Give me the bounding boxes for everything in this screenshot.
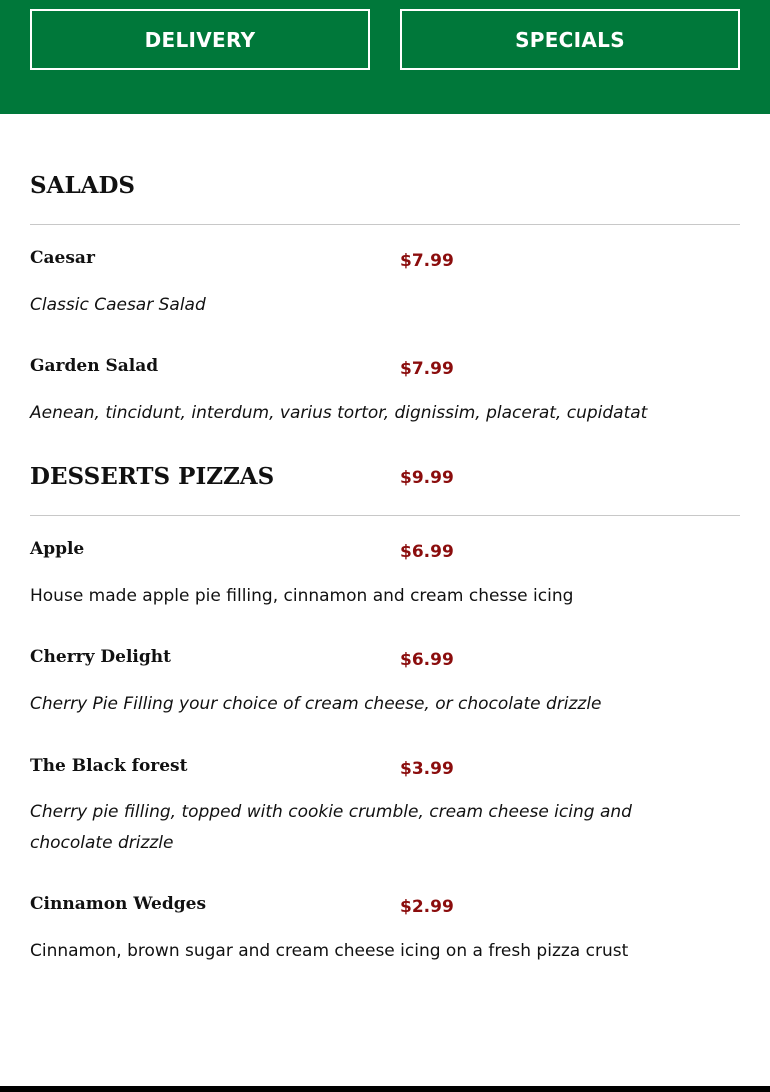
section-price: $9.99 bbox=[400, 468, 454, 488]
section-divider bbox=[30, 515, 740, 516]
menu-item-description: Cherry pie filling, topped with cookie crumble, cream cheese icing and chocolate drizzle bbox=[30, 802, 632, 853]
menu-item-name: Garden Salad bbox=[30, 356, 159, 376]
menu-item-price: $3.99 bbox=[400, 759, 454, 779]
menu-item-description: Classic Caesar Salad bbox=[30, 295, 206, 315]
menu-item-price: $6.99 bbox=[400, 650, 454, 670]
menu-item-price: $6.99 bbox=[400, 542, 454, 562]
menu-item-description: House made apple pie filling, cinnamon and cream chesse icing bbox=[30, 586, 574, 606]
top-nav-bar bbox=[0, 0, 770, 114]
section-title-desserts-pizzas: DESSERTS PIZZAS bbox=[30, 463, 275, 490]
menu-item-description: Aenean, tincidunt, interdum, varius tortor, dignissim, placerat, cupidatat bbox=[30, 403, 648, 423]
menu-item-price: $2.99 bbox=[400, 897, 454, 917]
section-title-salads: SALADS bbox=[30, 172, 136, 199]
menu-item-name: Apple bbox=[30, 539, 85, 559]
menu-item-description: Cherry Pie Filling your choice of cream cheese, or chocolate drizzle bbox=[30, 694, 602, 714]
menu-item-name: Caesar bbox=[30, 248, 95, 268]
menu-item-price: $7.99 bbox=[400, 251, 454, 271]
menu-item-name: Cherry Delight bbox=[30, 647, 171, 667]
menu-item-description: Cinnamon, brown sugar and cream cheese icing on a fresh pizza crust bbox=[30, 941, 629, 961]
delivery-button[interactable]: DELIVERY bbox=[30, 9, 370, 70]
menu-item-name: Cinnamon Wedges bbox=[30, 894, 207, 914]
menu-item-price: $7.99 bbox=[400, 359, 454, 379]
section-divider bbox=[30, 224, 740, 225]
specials-button[interactable]: SPECIALS bbox=[400, 9, 740, 70]
bottom-edge-bar bbox=[0, 1086, 770, 1092]
menu-item-name: The Black forest bbox=[30, 756, 188, 776]
